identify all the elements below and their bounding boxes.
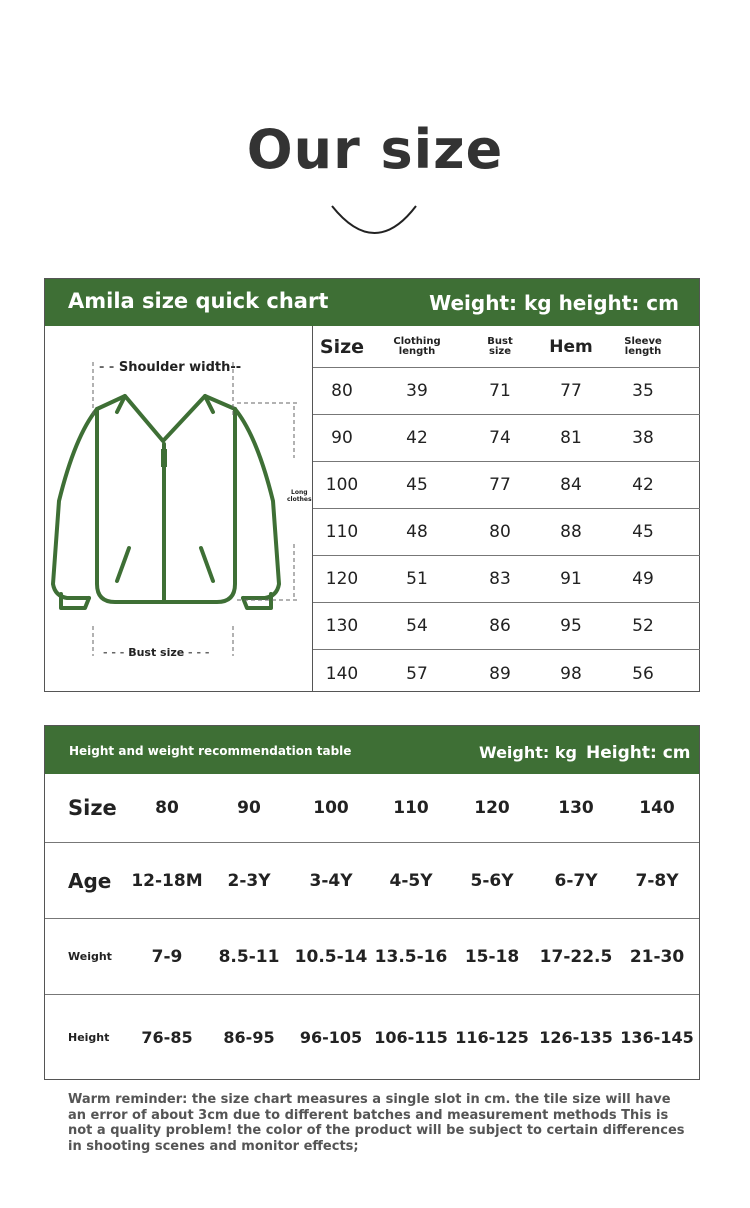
bust-size-header: Bust size xyxy=(487,335,513,357)
table-row xyxy=(45,774,699,843)
height-unit: Height: cm xyxy=(586,743,691,763)
table-cell: 80 xyxy=(489,522,511,542)
table-cell: 57 xyxy=(406,663,428,684)
table-cell: 120 xyxy=(474,798,510,818)
size-header: Size xyxy=(319,335,365,358)
recommendation-table xyxy=(44,725,700,1080)
table-row xyxy=(45,919,699,995)
smile-decoration xyxy=(328,200,422,240)
table-cell: 10.5-14 xyxy=(294,946,368,967)
table-cell: 140 xyxy=(325,663,359,684)
table-cell: 54 xyxy=(406,616,428,636)
table-cell: 90 xyxy=(331,428,353,448)
table-cell: 74 xyxy=(489,428,511,448)
table-cell: 8.5-11 xyxy=(218,946,280,967)
table-row xyxy=(45,843,699,919)
quick-size-chart xyxy=(44,278,700,692)
table-cell: 130 xyxy=(325,616,359,636)
table-cell: 130 xyxy=(558,798,594,818)
table-cell: 49 xyxy=(632,569,654,589)
table-row xyxy=(313,509,700,556)
table-cell: 5-6Y xyxy=(470,870,514,891)
table-cell: 81 xyxy=(560,428,582,448)
table-cell: 35 xyxy=(632,381,654,401)
table-cell: 51 xyxy=(406,569,428,589)
page-title: Our size xyxy=(246,118,504,181)
table-cell: 83 xyxy=(489,569,511,589)
table-cell: 42 xyxy=(406,428,428,448)
table-cell: 76-85 xyxy=(141,1027,193,1047)
table-cell: 45 xyxy=(406,475,428,495)
table-row xyxy=(313,415,700,462)
row-label: Age xyxy=(68,868,112,893)
table-cell: 95 xyxy=(560,616,582,636)
table-header-row xyxy=(313,326,700,368)
row-label: Weight xyxy=(68,950,112,963)
table-cell: 38 xyxy=(632,428,654,448)
table-cell: 106-115 xyxy=(374,1027,448,1047)
shoulder-width-label: - - Shoulder width-- xyxy=(99,360,242,375)
table-cell: 120 xyxy=(325,569,359,589)
bust-size-label: - - - Bust size - - - xyxy=(103,646,210,659)
weight-unit: Weight: kg xyxy=(479,743,577,762)
quick-chart-header xyxy=(45,279,699,326)
table-row xyxy=(313,650,700,697)
table-cell: 96-105 xyxy=(299,1027,363,1047)
table-cell: 42 xyxy=(632,475,654,495)
quick-size-table xyxy=(312,326,699,691)
table-cell: 17-22.5 xyxy=(539,946,613,967)
table-row xyxy=(313,368,700,415)
table-cell: 84 xyxy=(560,475,582,495)
table-cell: 80 xyxy=(331,381,353,401)
table-cell: 136-145 xyxy=(620,1027,694,1047)
table-row xyxy=(313,603,700,650)
quick-chart-title: Amila size quick chart xyxy=(68,289,329,313)
table-cell: 86-95 xyxy=(223,1027,275,1047)
table-cell: 15-18 xyxy=(464,946,520,967)
table-cell: 7-8Y xyxy=(635,870,679,891)
table-cell: 100 xyxy=(313,798,349,818)
table-cell: 3-4Y xyxy=(309,870,353,891)
quick-chart-units: Weight: kg height: cm xyxy=(429,291,679,315)
table-cell: 116-125 xyxy=(455,1027,529,1047)
warm-reminder-note: Warm reminder: the size chart measures a single slot in cm. the tile size will have an error of about 3cm due to different batches and measurement methods This is not a quality problem! the color of the product will be subject to certain differences in shooting scenes and monitor effects; xyxy=(68,1092,685,1154)
table-cell: 4-5Y xyxy=(389,870,433,891)
table-cell: 52 xyxy=(632,616,654,636)
recommendation-header xyxy=(45,726,699,774)
clothing-length-header: Clothing length xyxy=(393,335,441,357)
table-cell: 21-30 xyxy=(629,946,685,967)
recommendation-title: Height and weight recommendation table xyxy=(69,744,352,758)
table-cell: 80 xyxy=(155,798,179,818)
hem-header: Hem xyxy=(549,336,593,357)
row-label: Height xyxy=(68,1030,110,1044)
table-cell: 91 xyxy=(560,569,582,589)
table-cell: 2-3Y xyxy=(227,870,271,891)
table-row xyxy=(313,462,700,509)
table-cell: 13.5-16 xyxy=(374,946,448,967)
jacket-icon xyxy=(45,326,312,691)
length-label: Long clothes xyxy=(287,489,312,503)
row-label: Size xyxy=(68,796,117,820)
table-row xyxy=(45,995,699,1079)
table-cell: 110 xyxy=(325,522,359,542)
table-cell: 71 xyxy=(489,381,511,401)
table-cell: 6-7Y xyxy=(554,870,598,891)
table-cell: 77 xyxy=(560,381,582,401)
sleeve-length-header: Sleeve length xyxy=(624,335,662,357)
table-cell: 45 xyxy=(632,522,654,542)
table-row xyxy=(313,556,700,603)
table-cell: 86 xyxy=(489,616,511,636)
table-cell: 90 xyxy=(237,798,261,818)
table-cell: 39 xyxy=(406,381,428,401)
table-cell: 110 xyxy=(393,798,429,818)
table-cell: 126-135 xyxy=(539,1027,613,1047)
table-cell: 88 xyxy=(560,522,582,542)
table-cell: 48 xyxy=(406,522,428,542)
table-cell: 7-9 xyxy=(151,946,183,967)
table-cell: 98 xyxy=(560,663,582,684)
table-cell: 100 xyxy=(325,475,359,495)
table-cell: 12-18M xyxy=(131,870,203,891)
table-cell: 77 xyxy=(489,475,511,495)
table-cell: 89 xyxy=(489,663,511,684)
table-cell: 140 xyxy=(639,798,675,818)
table-cell: 56 xyxy=(632,663,654,684)
jacket-diagram xyxy=(45,326,312,691)
